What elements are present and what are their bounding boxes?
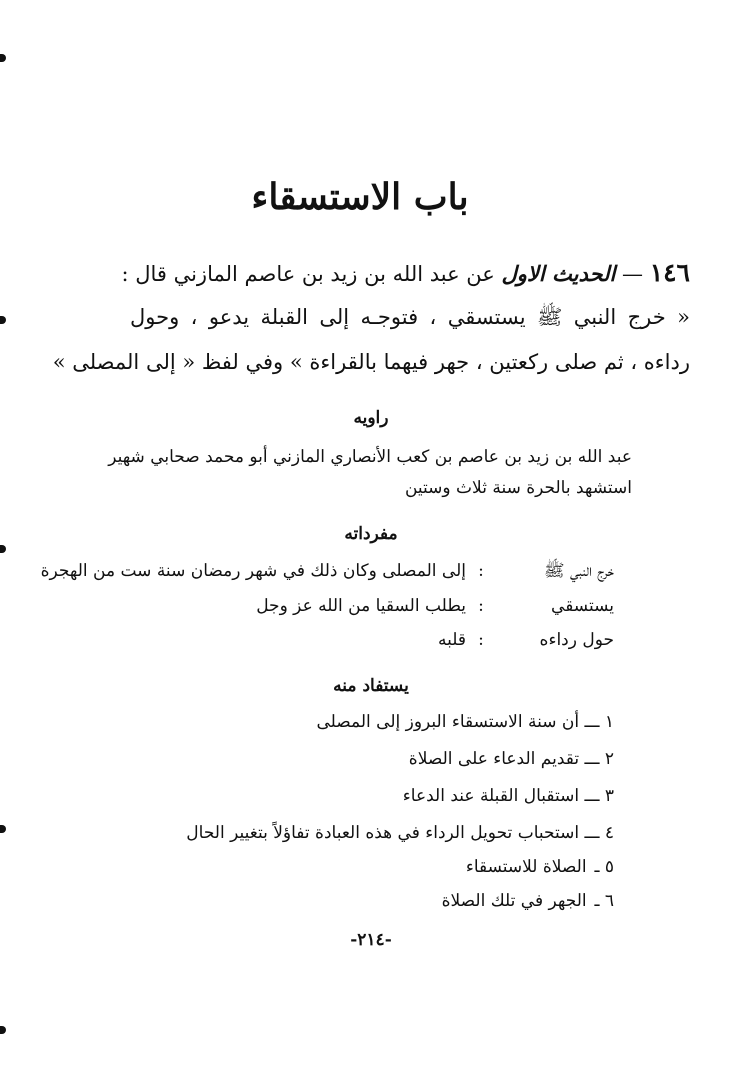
- page-number: -٢١٤-: [350, 930, 392, 950]
- chapter-title: باب الاستسقاء: [251, 176, 469, 218]
- vocabulary-row: [256, 596, 614, 622]
- benefit-number: ١ ـــ: [584, 712, 614, 732]
- vocabulary-row: [438, 630, 614, 656]
- vocabulary-term: خرج النبي ﷺ: [544, 561, 614, 581]
- vocabulary-heading: مفرداته: [344, 524, 398, 544]
- scan-edge-mark: [0, 54, 6, 62]
- hadith-dash: —: [622, 262, 644, 286]
- hadith-number: ١٤٦: [649, 258, 690, 287]
- vocabulary-meaning: قلبه: [438, 630, 466, 650]
- vocabulary-meaning: يطلب السقيا من الله عز وجل: [256, 596, 466, 616]
- benefit-item: [316, 712, 614, 732]
- hadith-line-3: رداءه ، ثم صلى ركعتين ، جهر فيهما بالقراءة » وفي لفظ « إلى المصلى »: [52, 350, 690, 374]
- benefit-text: استقبال القبلة عند الدعاء: [402, 786, 580, 806]
- benefits-heading: يستفاد منه: [333, 676, 409, 696]
- benefit-item: [186, 823, 614, 843]
- scan-edge-mark: [0, 545, 6, 553]
- narrator-line-1: عبد الله بن زيد بن عاصم بن كعب الأنصاري المازني أبو محمد صحابي شهير: [108, 447, 632, 467]
- benefit-number: ٥ ـ: [594, 857, 614, 877]
- benefit-number: ٢ ـــ: [584, 749, 614, 769]
- benefit-number: ٤ ـــ: [584, 823, 614, 843]
- vocabulary-row: [41, 560, 614, 586]
- vocabulary-colon: :: [478, 561, 484, 581]
- vocabulary-colon: :: [478, 596, 484, 616]
- benefit-item: [403, 786, 614, 806]
- scan-edge-mark: [0, 825, 6, 833]
- hadith-heading: الحديث الاول: [501, 261, 616, 286]
- benefit-item: [442, 891, 614, 911]
- vocabulary-term: يستسقي: [551, 596, 614, 616]
- narrator-line-2: استشهد بالحرة سنة ثلاث وستين: [404, 478, 632, 498]
- benefit-text: تقديم الدعاء على الصلاة: [408, 749, 580, 769]
- benefit-number: ٣ ـــ: [584, 786, 614, 806]
- benefit-number: ٦ ـ: [594, 891, 614, 911]
- narrator-heading: راويه: [353, 408, 389, 428]
- benefit-item: [466, 857, 614, 877]
- benefit-item: [409, 749, 614, 769]
- benefit-text: الجهر في تلك الصلاة: [441, 891, 587, 911]
- hadith-line-2: « خرج النبي ﷺ يستسقي ، فتوجـه إلى القبلة يدعو ، وحول: [130, 305, 690, 329]
- scan-edge-mark: [0, 1026, 6, 1034]
- scan-edge-mark: [0, 316, 6, 324]
- vocabulary-meaning: إلى المصلى وكان ذلك في شهر رمضان سنة ست من الهجرة: [40, 561, 466, 581]
- vocabulary-term: حول رداءه: [539, 630, 614, 650]
- hadith-line-1-text: عن عبد الله بن زيد بن عاصم المازني قال :: [121, 262, 495, 286]
- vocabulary-colon: :: [478, 630, 484, 650]
- benefit-text: أن سنة الاستسقاء البروز إلى المصلى: [316, 712, 580, 732]
- benefit-text: الصلاة للاستسقاء: [465, 857, 587, 877]
- hadith-line-1: [121, 258, 690, 287]
- benefit-text: استحباب تحويل الرداء في هذه العبادة تفاؤلاً بتغيير الحال: [186, 823, 580, 843]
